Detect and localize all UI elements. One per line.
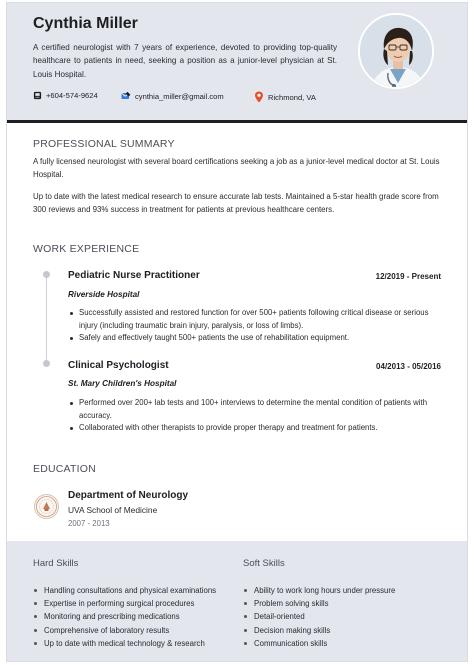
candidate-name: Cynthia Miller xyxy=(33,15,138,32)
experience-timeline xyxy=(46,274,47,364)
list-item: Handling consultations and physical examinations xyxy=(33,584,216,597)
list-item: Collaborated with other therapists to provide proper therapy and treatment for patients. xyxy=(68,422,443,435)
education-department: Department of Neurology xyxy=(68,490,189,501)
list-item: Detail-oriented xyxy=(243,610,395,623)
location-pin-icon xyxy=(254,91,264,103)
email-icon xyxy=(121,91,131,101)
summary-heading: PROFESSIONAL SUMMARY xyxy=(33,138,175,150)
job-bullets xyxy=(68,397,443,435)
list-item: Decision making skills xyxy=(243,624,395,637)
summary-paragraph-2: Up to date with the latest medical research to ensure accurate lab tests. Maintained a 5-star health grade score from 300 reviews and 93% success in treatment for patients at previous healthcare centers. xyxy=(33,192,439,214)
header-divider xyxy=(7,120,467,123)
resume-header xyxy=(7,3,467,120)
timeline-dot xyxy=(43,271,50,278)
contact-email[interactable] xyxy=(121,91,224,101)
candidate-bio: A certified neurologist with 7 years of experience, devoted to providing top-quality healthcare to patients in need, seeking a position as a junior-level physician at St. Louis Hospital. xyxy=(33,43,337,79)
list-item: Comprehensive of laboratory results xyxy=(33,624,216,637)
job-title: Clinical Psychologist xyxy=(68,360,169,371)
job-title: Pediatric Nurse Practitioner xyxy=(68,270,200,281)
hard-skills-list xyxy=(33,584,216,650)
list-item: Communication skills xyxy=(243,637,395,650)
contact-location xyxy=(254,91,316,103)
experience-heading: WORK EXPERIENCE xyxy=(33,243,140,255)
job-bullets xyxy=(68,307,443,345)
education-heading: EDUCATION xyxy=(33,463,96,475)
job-organization: St. Mary Children's Hospital xyxy=(68,379,177,388)
soft-skills-list xyxy=(243,584,395,650)
location-text: Richmond, VA xyxy=(268,92,316,102)
summary-paragraph-1: A fully licensed neurologist with several board certifications seeking a job as a junior-level medical doctor at St. Louis Hospital. xyxy=(33,157,440,179)
list-item: Up to date with medical technology & research xyxy=(33,637,216,650)
list-item: Expertise in performing surgical procedures xyxy=(33,597,216,610)
list-item: Ability to work long hours under pressure xyxy=(243,584,395,597)
list-item: Successfully assisted and restored function for over 500+ patients following critical disease or serious injury (including traumatic brain injury, paralysis, or loss of limbs). xyxy=(68,307,443,332)
skills-section xyxy=(7,541,467,662)
education-years: 2007 - 2013 xyxy=(68,519,110,528)
list-item: Performed over 200+ lab tests and 100+ interviews to determine the mental condition of patients with accuracy. xyxy=(68,397,443,422)
profile-photo xyxy=(358,13,434,89)
job-dates: 04/2013 - 05/2016 xyxy=(376,362,441,371)
list-item: Safely and effectively taught 500+ patients the use of rehabilitation equipment. xyxy=(68,332,443,345)
job-dates: 12/2019 - Present xyxy=(375,272,441,281)
hard-skills-heading: Hard Skills xyxy=(33,558,79,569)
resume-page xyxy=(6,2,468,662)
job-organization: Riverside Hospital xyxy=(68,290,140,299)
contact-phone xyxy=(33,91,98,100)
phone-text: +604-574-9624 xyxy=(46,91,98,100)
soft-skills-heading: Soft Skills xyxy=(243,558,285,569)
list-item: Problem solving skills xyxy=(243,597,395,610)
phone-icon xyxy=(33,91,42,100)
school-seal-icon xyxy=(34,494,59,519)
timeline-dot xyxy=(43,360,50,367)
list-item: Monitoring and prescribing medications xyxy=(33,610,216,623)
email-text[interactable]: cynthia_miller@gmail.com xyxy=(135,91,224,101)
education-school: UVA School of Medicine xyxy=(68,505,158,515)
